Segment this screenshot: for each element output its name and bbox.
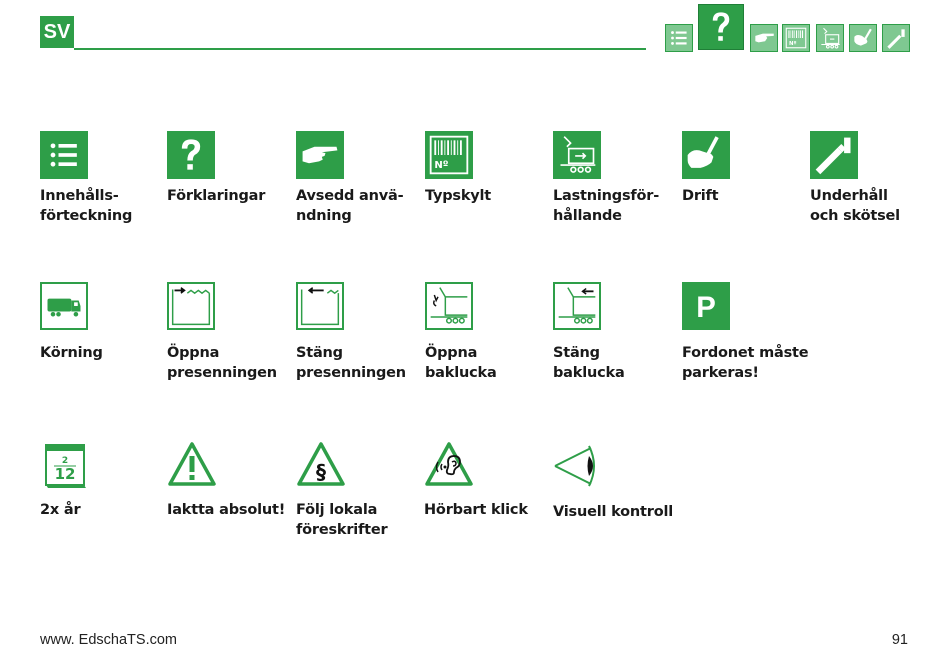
maintenance-wrench-icon <box>810 131 858 179</box>
header-rule <box>74 48 646 50</box>
symbol-label-attention: Iaktta absolut! <box>167 502 286 518</box>
question-mark-icon <box>167 131 215 179</box>
loading-conditions-icon <box>553 131 601 179</box>
symbol-label-nameplate: Typskylt <box>425 188 492 204</box>
nav-question-mark-icon[interactable] <box>698 4 744 50</box>
nameplate-number-text: Nº <box>434 159 449 171</box>
nav-contents-list-icon[interactable] <box>665 24 693 52</box>
symbol-label-close-tailgate: Stäng baklucka <box>553 345 625 381</box>
symbol-label-close-tarpaulin: Stäng presenningen <box>296 345 406 381</box>
language-badge: SV <box>40 16 74 48</box>
nav-pointing-hand-icon[interactable] <box>750 24 778 52</box>
symbol-label-loading-conditions: Lastningsför- hållande <box>553 188 660 224</box>
nav-maintenance-wrench-icon[interactable] <box>882 24 910 52</box>
calendar-icon <box>40 441 90 491</box>
calendar-bottom-number: 12 <box>54 465 76 483</box>
close-tarpaulin-icon <box>296 282 344 330</box>
hand-operating-icon <box>682 131 730 179</box>
parking-letter: P <box>696 291 716 324</box>
svg-text:Nº: Nº <box>788 41 797 48</box>
parking-icon <box>682 282 730 330</box>
symbol-label-local-regulations: Följ lokala föreskrifter <box>296 502 388 538</box>
symbol-label-open-tailgate: Öppna baklucka <box>425 345 497 381</box>
audible-click-icon <box>424 440 474 490</box>
close-tailgate-icon <box>553 282 601 330</box>
symbol-label-twice-yearly: 2x år <box>40 502 81 518</box>
section-sign: § <box>316 460 326 484</box>
symbol-label-driving: Körning <box>40 345 103 361</box>
pointing-hand-icon <box>296 131 344 179</box>
local-regulations-icon <box>296 440 346 490</box>
symbol-label-maintenance: Underhåll och skötsel <box>810 188 900 224</box>
open-tailgate-icon <box>425 282 473 330</box>
symbol-label-intended-use: Avsedd anvä- ndning <box>296 188 404 224</box>
symbol-label-visual-check: Visuell kontroll <box>553 504 674 520</box>
warning-triangle-icon <box>167 440 217 490</box>
calendar-top-number: 2 <box>61 456 69 466</box>
symbol-label-audible-click: Hörbart klick <box>424 502 528 518</box>
symbol-label-contents: Innehålls- förteckning <box>40 188 133 224</box>
barcode-nameplate-icon <box>425 131 473 179</box>
visual-check-eye-icon <box>553 440 603 490</box>
symbol-label-open-tarpaulin: Öppna presenningen <box>167 345 277 381</box>
nav-barcode-nameplate-icon[interactable] <box>782 24 810 52</box>
nav-hand-operating-icon[interactable] <box>849 24 877 52</box>
symbol-label-operation: Drift <box>682 188 719 204</box>
footer-website[interactable]: www. EdschaTS.com <box>40 632 177 648</box>
contents-list-icon <box>40 131 88 179</box>
open-tarpaulin-icon <box>167 282 215 330</box>
truck-driving-icon <box>40 282 88 330</box>
nav-loading-conditions-icon[interactable] <box>816 24 844 52</box>
symbol-label-must-be-parked: Fordonet måste parkeras! <box>682 345 809 381</box>
symbol-label-explanations: Förklaringar <box>167 188 266 204</box>
page-number: 91 <box>891 632 908 648</box>
